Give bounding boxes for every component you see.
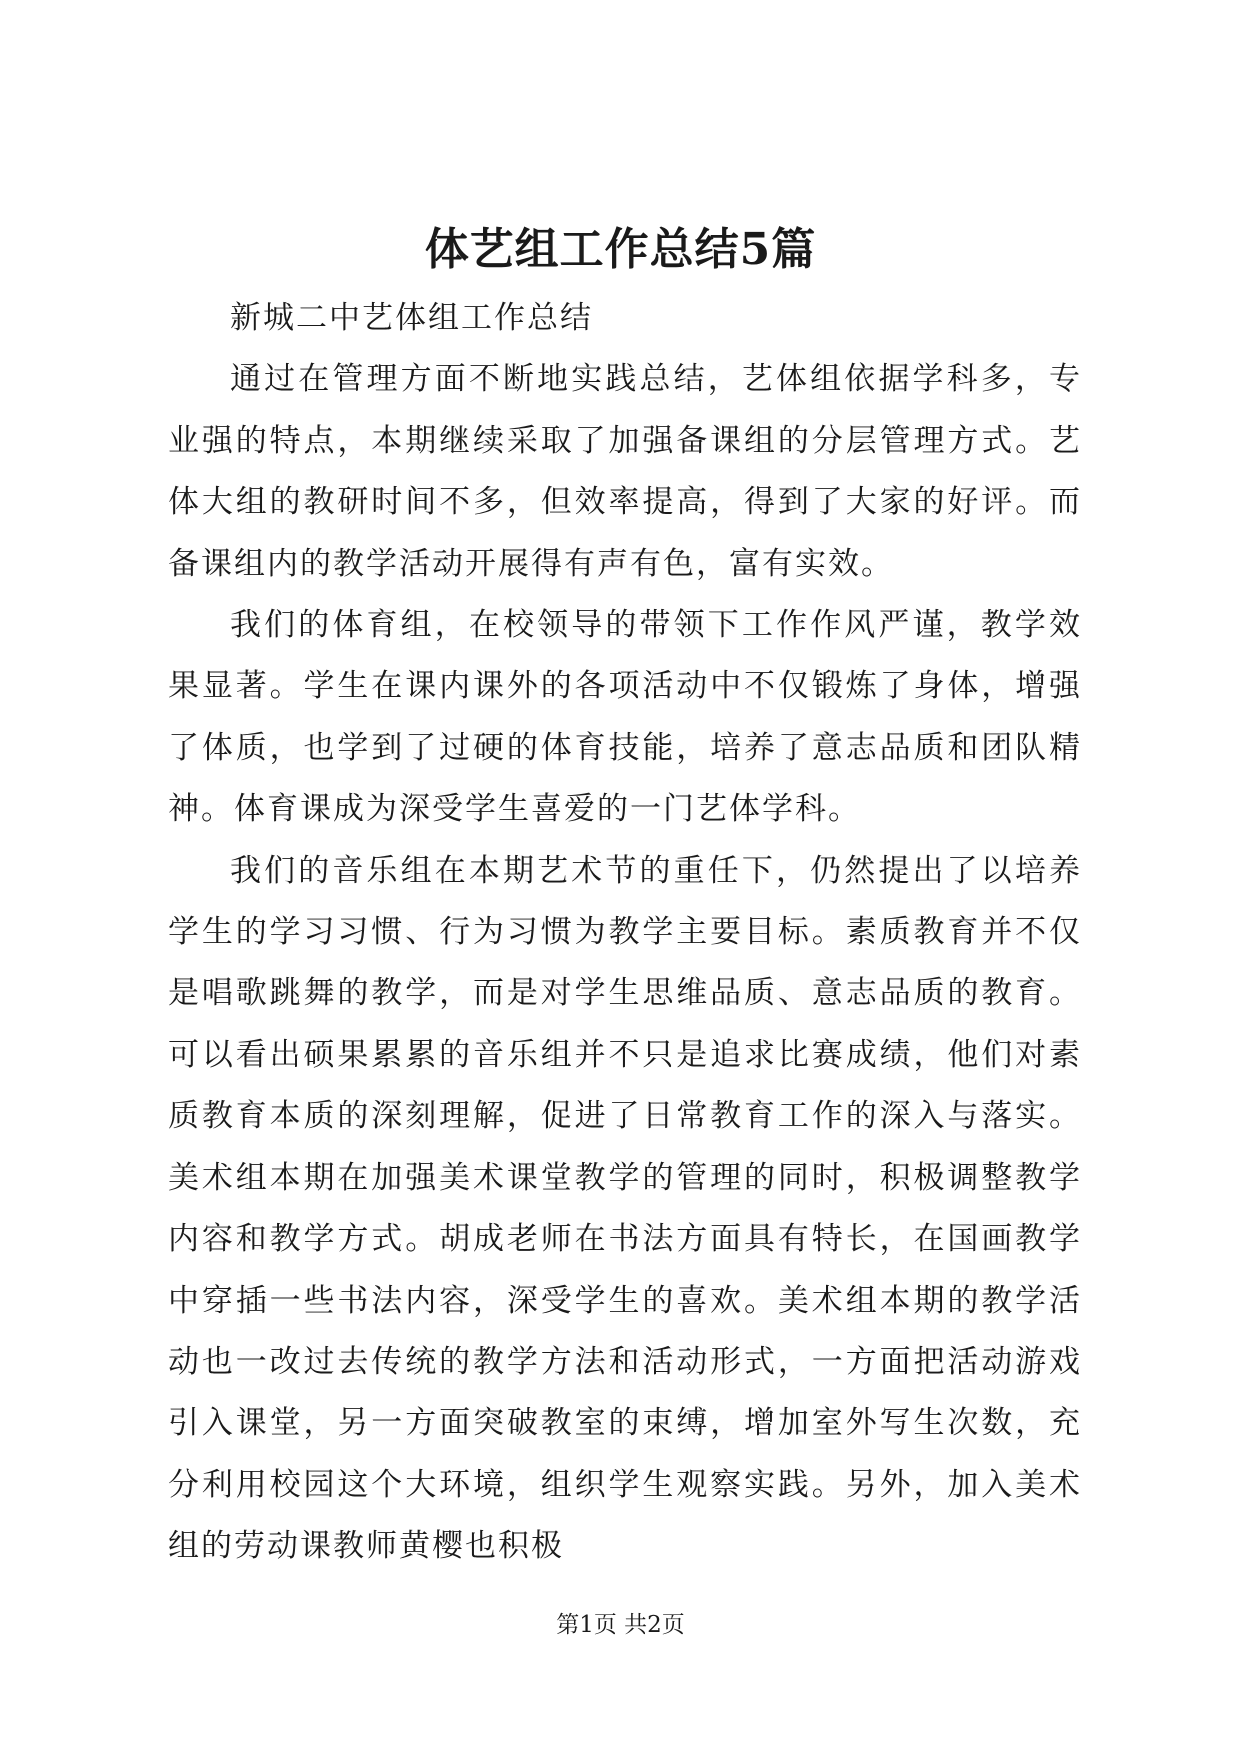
paragraph-music-art-group: 我们的音乐组在本期艺术节的重任下，仍然提出了以培养学生的学习习惯、行为习惯为教学主要目标。素质教育并不仅是唱歌跳舞的教学，而是对学生思维品质、意志品质的教育。可以看出硕果累累的音乐组并不只是追求比赛成绩，他们对素质教育本质的深刻理解，促进了日常教育工作的深入与落实。美术组本期在加强美术课堂教学的管理的同时，积极调整教学内容和教学方式。胡成老师在书法方面具有特长，在国画教学中穿插一些书法内容，深受学生的喜欢。美术组本期的教学活动也一改过去传统的教学方法和活动形式，一方面把活动游戏引入课堂，另一方面突破教室的束缚，增加室外写生次数，充分利用校园这个大环境，组织学生观察实践。另外，加入美术组的劳动课教师黄樱也积极 xyxy=(168,852,1082,1565)
document-body xyxy=(168,288,1082,1578)
paragraph-management: 通过在管理方面不断地实践总结，艺体组依据学科多，专业强的特点，本期继续采取了加强备课组的分层管理方式。艺体大组的教研时间不多，但效率提高，得到了大家的好评。而备课组内的教学活动开展得有声有色，富有实效。 xyxy=(168,361,1082,582)
paragraph-subtitle: 新城二中艺体组工作总结 xyxy=(230,300,593,336)
page-number-footer: 第1页 共2页 xyxy=(556,1612,685,1638)
paragraph-pe-group: 我们的体育组，在校领导的带领下工作作风严谨，教学效果显著。学生在课内课外的各项活动中不仅锻炼了身体，增强了体质，也学到了过硬的体育技能，培养了意志品质和团队精神。体育课成为深受学生喜爱的一门艺体学科。 xyxy=(168,607,1082,828)
document-title: 体艺组工作总结5篇 xyxy=(424,224,817,275)
